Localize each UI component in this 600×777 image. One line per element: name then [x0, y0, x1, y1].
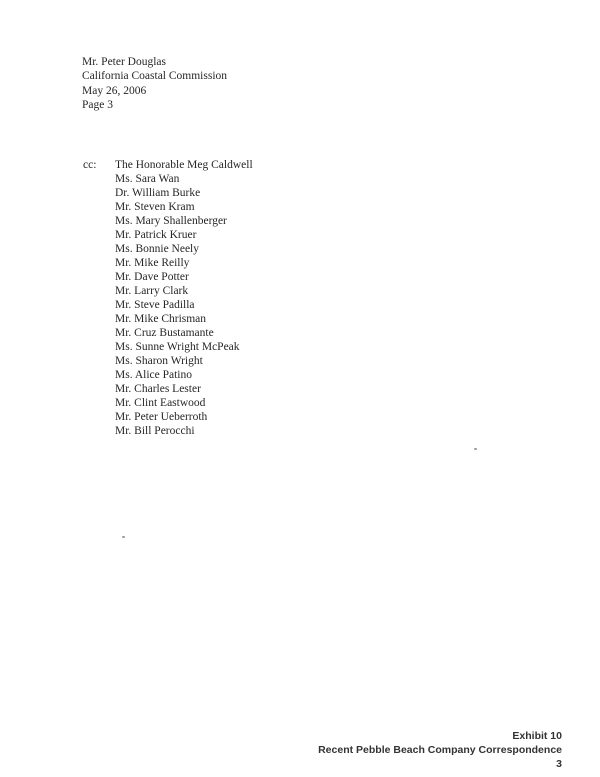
- cc-name: Ms. Alice Patino: [115, 369, 192, 381]
- cc-name: Mr. Charles Lester: [115, 383, 201, 395]
- cc-name: Dr. William Burke: [115, 187, 201, 199]
- footer-exhibit-label: Exhibit 10: [512, 730, 562, 742]
- cc-name: Ms. Sharon Wright: [115, 355, 203, 367]
- cc-name: Mr. Larry Clark: [115, 285, 189, 297]
- exhibit-footer: [318, 729, 562, 771]
- cc-name: Ms. Sunne Wright McPeak: [115, 341, 240, 353]
- header-date: May 26, 2006: [82, 84, 147, 97]
- cc-block: [83, 158, 253, 438]
- cc-label: cc:: [83, 159, 97, 171]
- cc-name: Ms. Mary Shallenberger: [115, 215, 227, 227]
- scan-speck: [474, 448, 477, 450]
- header-recipient: Mr. Peter Douglas: [82, 56, 167, 68]
- cc-name: Mr. Cruz Bustamante: [115, 327, 214, 339]
- cc-name-list: [115, 158, 253, 438]
- cc-name: Mr. Mike Reilly: [115, 257, 190, 269]
- cc-name: Mr. Mike Chrisman: [115, 313, 207, 325]
- cc-name: Ms. Sara Wan: [115, 173, 180, 185]
- cc-name: Mr. Patrick Kruer: [115, 229, 197, 241]
- header-page-label: Page 3: [82, 99, 113, 112]
- cc-name: Mr. Bill Perocchi: [115, 425, 195, 437]
- cc-name: Mr. Steven Kram: [115, 201, 195, 213]
- cc-name: The Honorable Meg Caldwell: [115, 159, 253, 171]
- scan-speck: [122, 536, 125, 538]
- cc-name: Mr. Dave Potter: [115, 271, 189, 283]
- cc-name: Mr. Steve Padilla: [115, 299, 195, 311]
- cc-name: Ms. Bonnie Neely: [115, 243, 200, 255]
- footer-exhibit-title: Recent Pebble Beach Company Correspondence: [318, 744, 562, 756]
- footer-page-number: 3: [556, 758, 562, 770]
- cc-name: Mr. Peter Ueberroth: [115, 411, 208, 423]
- cc-name: Mr. Clint Eastwood: [115, 397, 206, 409]
- letter-header: [82, 55, 227, 113]
- header-organization: California Coastal Commission: [82, 70, 228, 83]
